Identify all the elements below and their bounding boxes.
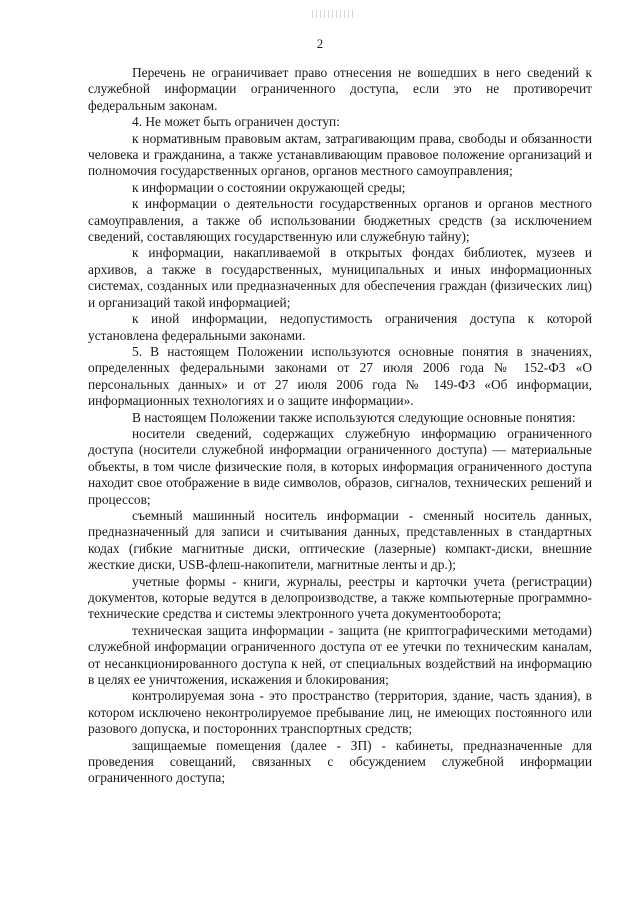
paragraph-open-funds-info: к информации, накапливаемой в открытых фондах библиотек, музеев и архивов, а также в государственных, муниципальных и иных информационных системах, созданных или предназначенных для обеспечения граждан (физических лиц) и организаций такой информацией; bbox=[88, 245, 592, 310]
paragraph-definition-removable-media: съемный машинный носитель информации - сменный носитель данных, предназначенный для записи и считывания данных, представленных в стандартных кодах (гибкие магнитные диски, оптические (лазерные) компакт-диски, внешние жесткие диски, USB-флеш-накопители, магнитные ленты и др.); bbox=[88, 507, 592, 573]
scan-artifact bbox=[312, 10, 356, 18]
paragraph-other-info: к иной информации, недопустимость ограничения доступа к которой установлена федеральными законами. bbox=[88, 311, 592, 343]
paragraph-definition-record-forms: учетные формы - книги, журналы, реестры и карточки учета (регистрации) документов, которые ведутся в делопроизводстве, а также компьютерные программно-технические средства и системы электронного учета документооборота; bbox=[88, 573, 592, 622]
paragraph-basic-concepts: 5. В настоящем Положении используются основные понятия в значениях, определенных федеральными законами от 27 июля 2006 года № 152-ФЗ «О персональных данных» и от 27 июля 2006 года № 149-ФЗ «Об информации, информационных технологиях и о защите информации». bbox=[88, 343, 592, 409]
paragraph-normative-acts: к нормативным правовым актам, затрагивающим права, свободы и обязанности человека и гражданина, а также устанавливающим правовое положение организаций и полномочия государственных органов, органов местного самоуправления; bbox=[88, 130, 592, 179]
page-number: 2 bbox=[316, 36, 324, 51]
document-body bbox=[88, 65, 592, 787]
paragraph-access-cannot-be-restricted: 4. Не может быть ограничен доступ: bbox=[132, 114, 340, 130]
paragraph-also-used-concepts: В настоящем Положении также используются следующие основные понятия: bbox=[132, 409, 576, 425]
paragraph-government-activity-info: к информации о деятельности государственных органов и органов местного самоуправления, а также об использовании бюджетных средств (за исключением сведений, составляющих государственную или служебную тайну); bbox=[88, 196, 592, 245]
paragraph-environment-info: к информации о состоянии окружающей среды; bbox=[132, 179, 406, 195]
paragraph-definition-protected-rooms: защищаемые помещения (далее - ЗП) - кабинеты, предназначенные для проведения совещаний, связанных с обсуждением служебной информации ограниченного доступа; bbox=[88, 737, 592, 786]
paragraph-list-not-restricting: Перечень не ограничивает право отнесения не вошедших в него сведений к служебной информации ограниченного доступа, если это не противоречит федеральным законам. bbox=[88, 65, 592, 113]
paragraph-definition-technical-protection: техническая защита информации - защита (не криптографическими методами) служебной информации ограниченного доступа от ее утечки по техническим каналам, от несанкционированного доступа к ней, от специальных воздействий на информацию в целях ее уничтожения, искажения и блокирования; bbox=[88, 622, 592, 688]
paragraph-definition-media: носители сведений, содержащих служебную информацию ограниченного доступа (носители служебной информации ограниченного доступа) — материальные объекты, в том числе физические поля, в которых информация ограниченного доступа находит свое отображение в виде символов, образов, сигналов, технических решений и процессов; bbox=[88, 425, 592, 507]
paragraph-definition-controlled-zone: контролируемая зона - это пространство (территория, здание, часть здания), в котором исключено неконтролируемое пребывание лиц, не имеющих постоянного или разового допуска, и посторонних транспортных средств; bbox=[88, 688, 592, 737]
